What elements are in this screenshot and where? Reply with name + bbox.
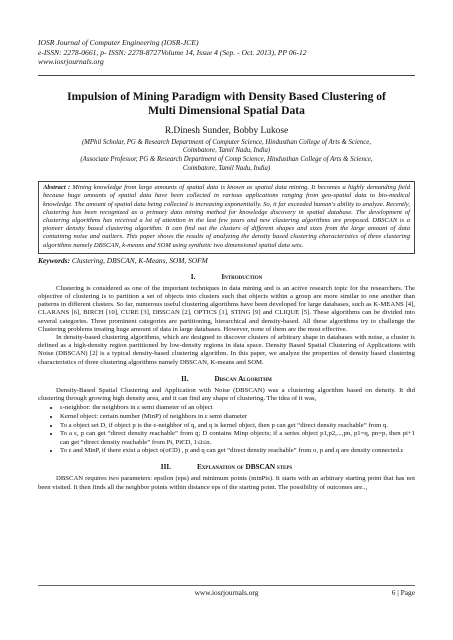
keywords-label: Keywords: [38,255,71,265]
affiliation-line: (Associate Professor, PG & Research Department of Comp Science, Hindusthan College of Arts & Science, [80,155,373,163]
paper-title-line-2: Multi Dimensional Spatial Data [148,103,305,117]
header-divider [38,75,415,76]
dbscan-definitions-list [38,404,415,455]
author-affiliations [38,139,415,173]
dbscan-paragraph: Density-Based Spatial Clustering and Application with Noise (DBSCAN) was a clustering algorithm based on density. It did clustering through growing high density area, and it can find any shape of clustering. The idea of it was, [38,386,415,403]
list-item: • To a ε, p can get “direct density reachable” from q; D contains Minp objects; if a series object p1,p2,...,pn, p1=q, pn=p, then pi+1 can get “direct density reachable” from Pi, PiЄD, 1≤i≤n. [60,430,415,446]
paper-authors: R.Dinesh Sunder, Bobby Lukose [164,125,289,136]
intro-paragraph-2: In density-based clustering algorithms, which are designed to discover clusters of arbitrary shape in databases with noise, a cluster is defined as a high-density region partitioned by low-density regions in data space. Density Based Spatial Clustering of Applications with Noise (DBSCAN) [2] is a typical density-based clustering algorithm. In this paper, we analyze the properties of density based clustering characteristics of three clustering algorithms namely DBSCAN, K-means and SOM. [38,334,415,366]
abstract-text: Mining knowledge from large amounts of spatial data is known as spatial data mining. It becomes a highly demanding field because huge amounts of spatial data have been collected in various applications ranging from geo-spatial data to bio-medical knowledge. The amount of spatial data being collected is increasing exponentially. So, it far exceeded human's ability to analyze. Recently, clustering has been recognized as a primary data mining method for knowledge discovery in spatial database. The development of clustering algorithms has received a lot of attention in the last few years and new clustering algorithms are proposed. DBSCAN is a pioneer density based clustering algorithm. It can find out the clusters of different shapes and sizes from the large amount of data containing noise and outliers. This paper shows the results of analyzing the density based clustering characteristics of three clustering algorithms namely DBSCAN, k-means and SOM using synthetic two dimensional spatial data sets. [43,184,410,249]
section-number: I. [190,272,196,281]
journal-name: IOSR Journal of Computer Engineering (IOSR-JCE) [38,38,199,47]
section-title: Dbscan Algorithm [214,374,272,383]
journal-website: www.iosrjournals.org [38,57,104,67]
affiliation-line: Coimbatore, Tamil Nadu, India) [182,147,271,155]
journal-header [38,38,415,67]
page-footer [38,585,415,597]
section-number: II. [181,374,189,383]
section-title: Introduction [221,272,263,281]
page-number: 6 | Page [391,588,415,597]
abstract-box [38,181,415,254]
list-item: • Kernel object: certain number (MinP) of neighbors in ε semi diameter [60,413,415,421]
paper-title-line-1: Impulsion of Mining Paradigm with Density Based Clustering of [67,89,386,103]
footer-url: www.iosrjournals.org [194,588,259,597]
intro-paragraph-1: Clustering is considered as one of the important techniques in data mining and is an active research topic for the researchers. The objective of clustering is to partition a set of objects into clusters such that objects within a group are more similar to one another than patterns in different clusters. So far, numerous useful clustering algorithms have been developed for large databases, such as K-MEANS [4], CLARANS [6], BIRCH [10], CURE [3], DBSCAN [2], OPTICS [1], STING [9] and CLIQUE [5]. These algorithms can be divided into several categories. Three prominent categories are partitioning, hierarchical and density-based. All these algorithms try to challenge the Clustering problems treating huge amount of data in large databases. However, none of them are the most effective. [38,284,415,333]
list-item: • To a object set D, if object p is the ε-neighbor of q, and q is kernel object, then p can get “direct density reachable” from q. [60,422,415,430]
abstract-label: Abstract : [43,184,71,192]
keywords [38,256,415,265]
paper-title [38,90,415,118]
affiliation-line: Coimbatore, Tamil Nadu, India) [182,164,271,172]
list-item: • To ε and MinP, if there exist a object o(oЄD) , p and q can get “direct density reachable” from o, p and q are density connected.ε [60,447,415,455]
section-heading-introduction [38,273,415,282]
section-number: III. [160,463,171,472]
section-heading-dbscan-steps [38,463,415,472]
section-heading-dbscan-algorithm [38,375,415,384]
dbscan-steps-paragraph: DBSCAN requires two parameters: epsilon (eps) and minimum points (minPts). It starts with an arbitrary starting point that has not been visited. It then finds all the neighbor points within distance eps of the starting point. The possibility of outcomes are.., [38,475,415,491]
section-title: Explanation of DBSCAN steps [196,463,293,472]
keywords-text: Clustering, DBSCAN, K-Means, SOM, SOFM [71,255,208,265]
journal-issn: e-ISSN: 2278-0661, p- ISSN: 2278-8727Volume 14, Issue 4 (Sep. - Oct. 2013), PP 06-12 [38,47,307,57]
list-item: • ε-neighbor: the neighbors in ε semi diameter of an object [60,404,415,412]
affiliation-line: (MPhil Scholar, PG & Research Department of Computer Science, Hindusthan College of Arts & Science, [81,138,371,146]
